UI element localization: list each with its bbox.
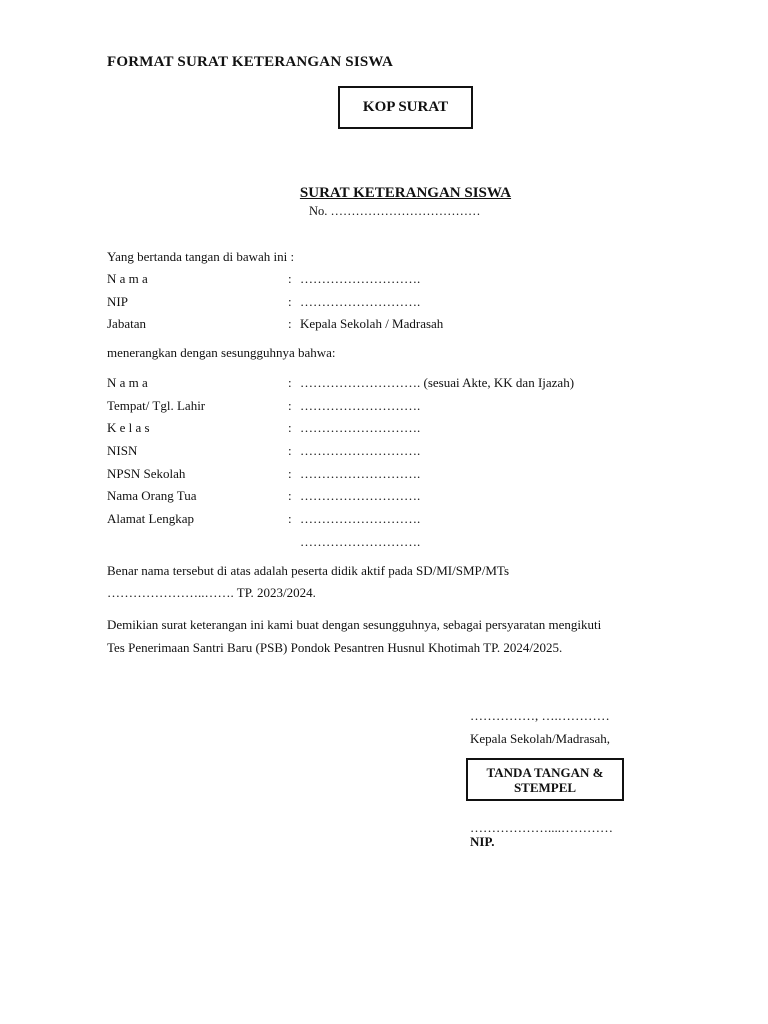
student-class-value: ………………………. [300,420,421,435]
letter-title: SURAT KETERANGAN SISWA [299,185,512,201]
student-name-value: ………………………. (sesuai Akte, KK dan Ijazah) [300,375,575,390]
field-colon: : [288,511,292,526]
field-colon: : [288,398,292,413]
signer-nip-label: NIP [107,294,128,309]
place-date-line: ……………, ….………… [470,708,610,723]
student-class-label: K e l a s [107,420,150,435]
letterhead-label: KOP SURAT [362,99,449,115]
field-colon: : [288,375,292,390]
parent-name-label: Nama Orang Tua [107,488,197,503]
signature-stamp-label: TANDA TANGAN & STEMPEL [486,764,604,795]
student-name-label: N a m a [107,375,148,390]
letterhead-placeholder-box [338,86,473,129]
school-npsn-label: NPSN Sekolah [107,466,186,481]
student-intro: menerangkan dengan sesungguhnya bahwa: [107,345,336,360]
field-colon: : [288,316,292,331]
school-npsn-value: ………………………. [300,466,421,481]
address-value-line2: ………………………. [300,534,421,549]
student-birth-value: ………………………. [300,398,421,413]
student-nisn-value: ………………………. [300,443,421,458]
signer-position-label: Jabatan [107,316,146,331]
field-colon: : [288,466,292,481]
signer-nip-value: ………………………. [300,294,421,309]
signer-name-line: ………………....………… [470,820,613,835]
closing-line-2: Tes Penerimaan Santri Baru (PSB) Pondok Pesantren Husnul Khotimah TP. 2024/2025. [107,640,563,655]
document-format-title: FORMAT SURAT KETERANGAN SISWA [107,54,393,70]
student-nisn-label: NISN [107,443,138,458]
signer-nip-caption: NIP. [470,834,495,849]
address-value: ………………………. [300,511,421,526]
closing-line-1: Demikian surat keterangan ini kami buat dengan sesungguhnya, sebagai persyaratan mengikuti [107,617,602,632]
parent-name-value: ………………………. [300,488,421,503]
signer-intro: Yang bertanda tangan di bawah ini : [107,249,295,264]
student-birth-label: Tempat/ Tgl. Lahir [107,398,206,413]
letter-number: No. ……………………………… [309,204,481,218]
statement-line-2: …………………..……. TP. 2023/2024. [107,585,316,600]
field-colon: : [288,488,292,503]
field-colon: : [288,271,292,286]
statement-line-1: Benar nama tersebut di atas adalah peserta didik aktif pada SD/MI/SMP/MTs [107,563,509,578]
address-label: Alamat Lengkap [107,511,194,526]
signature-stamp-box [466,758,624,801]
field-colon: : [288,443,292,458]
field-colon: : [288,294,292,309]
signer-position-caption: Kepala Sekolah/Madrasah, [470,731,611,746]
letter-title-row [0,185,768,202]
field-colon: : [288,420,292,435]
signer-name-label: N a m a [107,271,148,286]
signer-name-value: ………………………. [300,271,421,286]
signer-position-value: Kepala Sekolah / Madrasah [300,316,444,331]
